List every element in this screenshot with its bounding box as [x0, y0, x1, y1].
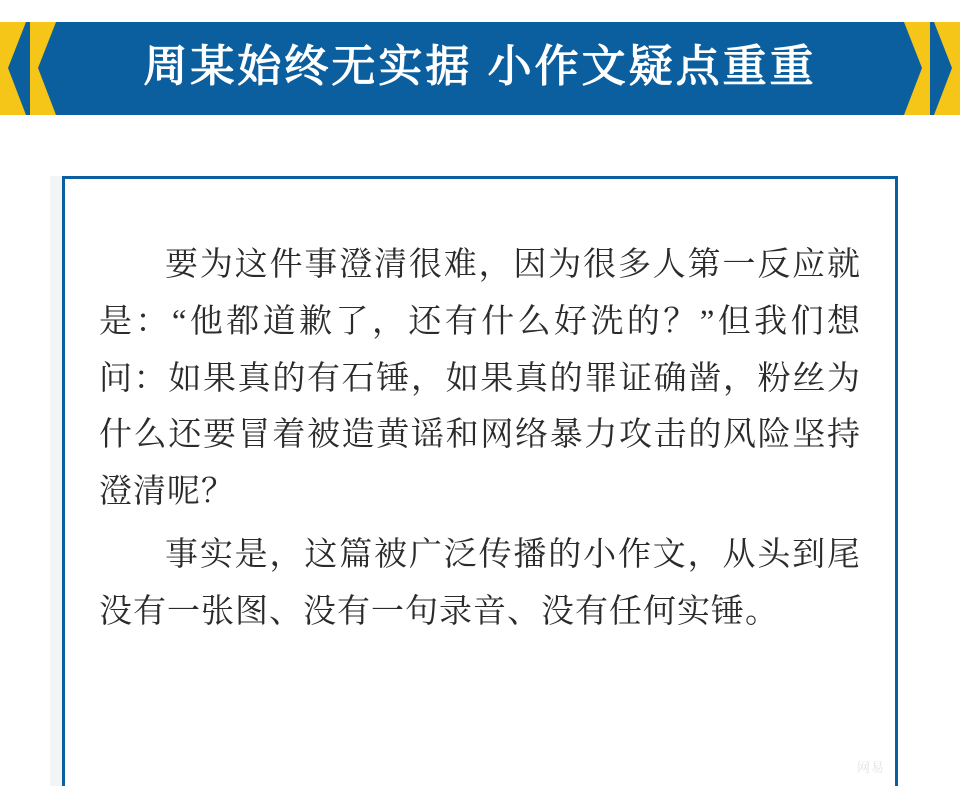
chevron-left-decoration-icon	[0, 22, 60, 115]
chevron-right-decoration-icon	[900, 22, 960, 115]
article-body	[65, 179, 895, 640]
header-banner-inner	[0, 22, 960, 115]
article-card	[62, 176, 898, 786]
watermark-label: 网易	[856, 760, 885, 775]
page-title: 周某始终无实据 小作文疑点重重	[143, 41, 817, 91]
article-paragraph: 事实是，这篇被广泛传播的小作文，从头到尾没有一张图、没有一句录音、没有任何实锤。	[99, 536, 861, 630]
article-paragraph: 要为这件事澄清很难，因为很多人第一反应就是：“他都道歉了，还有什么好洗的？”但我们想问：如果真的有石锤，如果真的罪证确凿，粉丝为什么还要冒着被造黄谣和网络暴力攻击的风险坚持澄清呢？	[99, 247, 861, 510]
header-banner	[0, 22, 960, 115]
page-left-edge	[50, 176, 62, 786]
